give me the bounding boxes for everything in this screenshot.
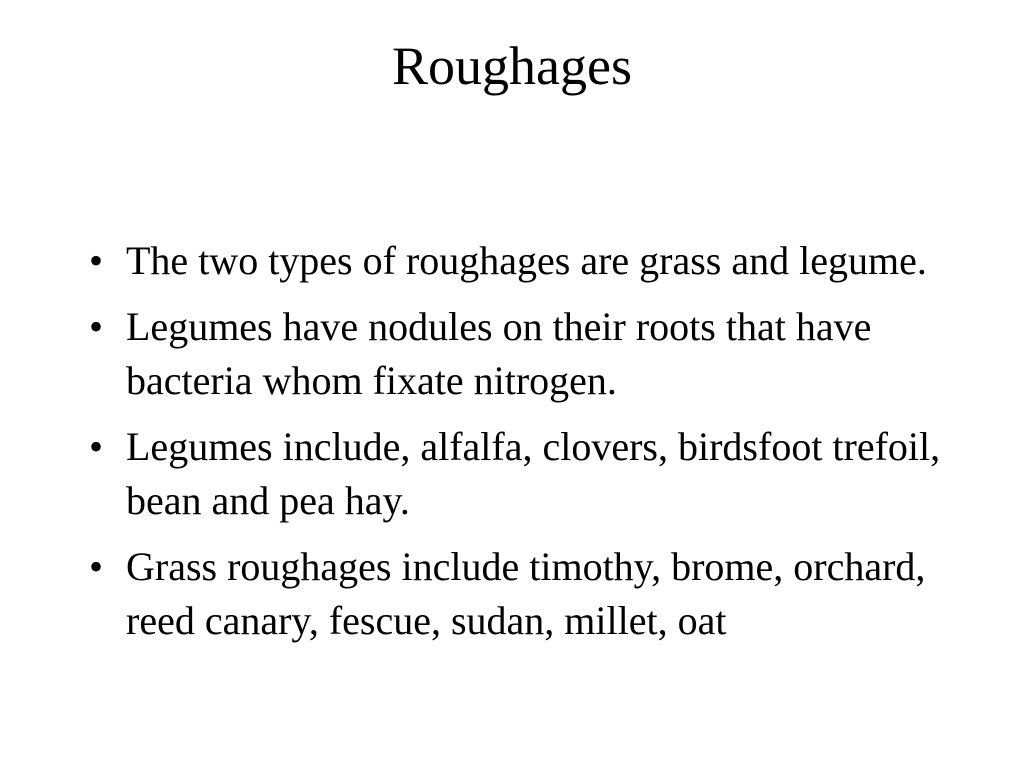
bullet-item: [84, 420, 944, 528]
slide-title: Roughages: [392, 36, 632, 96]
bullet-item: [84, 300, 944, 408]
bullet-icon: •: [88, 544, 103, 589]
bullet-text: Legumes have nodules on their roots that have bacteria whom fixate nitrogen.: [126, 304, 872, 403]
bullet-item: [84, 540, 944, 648]
bullet-list: [84, 234, 944, 660]
bullet-item: [84, 234, 944, 288]
bullet-text: The two types of roughages are grass and legume.: [126, 238, 927, 283]
bullet-icon: •: [88, 304, 103, 349]
bullet-text: Grass roughages include timothy, brome, orchard, reed canary, fescue, sudan, millet, oat: [126, 544, 926, 643]
bullet-icon: •: [88, 424, 103, 469]
bullet-text: Legumes include, alfalfa, clovers, birdsfoot trefoil, bean and pea hay.: [126, 424, 941, 523]
bullet-icon: •: [88, 238, 103, 283]
